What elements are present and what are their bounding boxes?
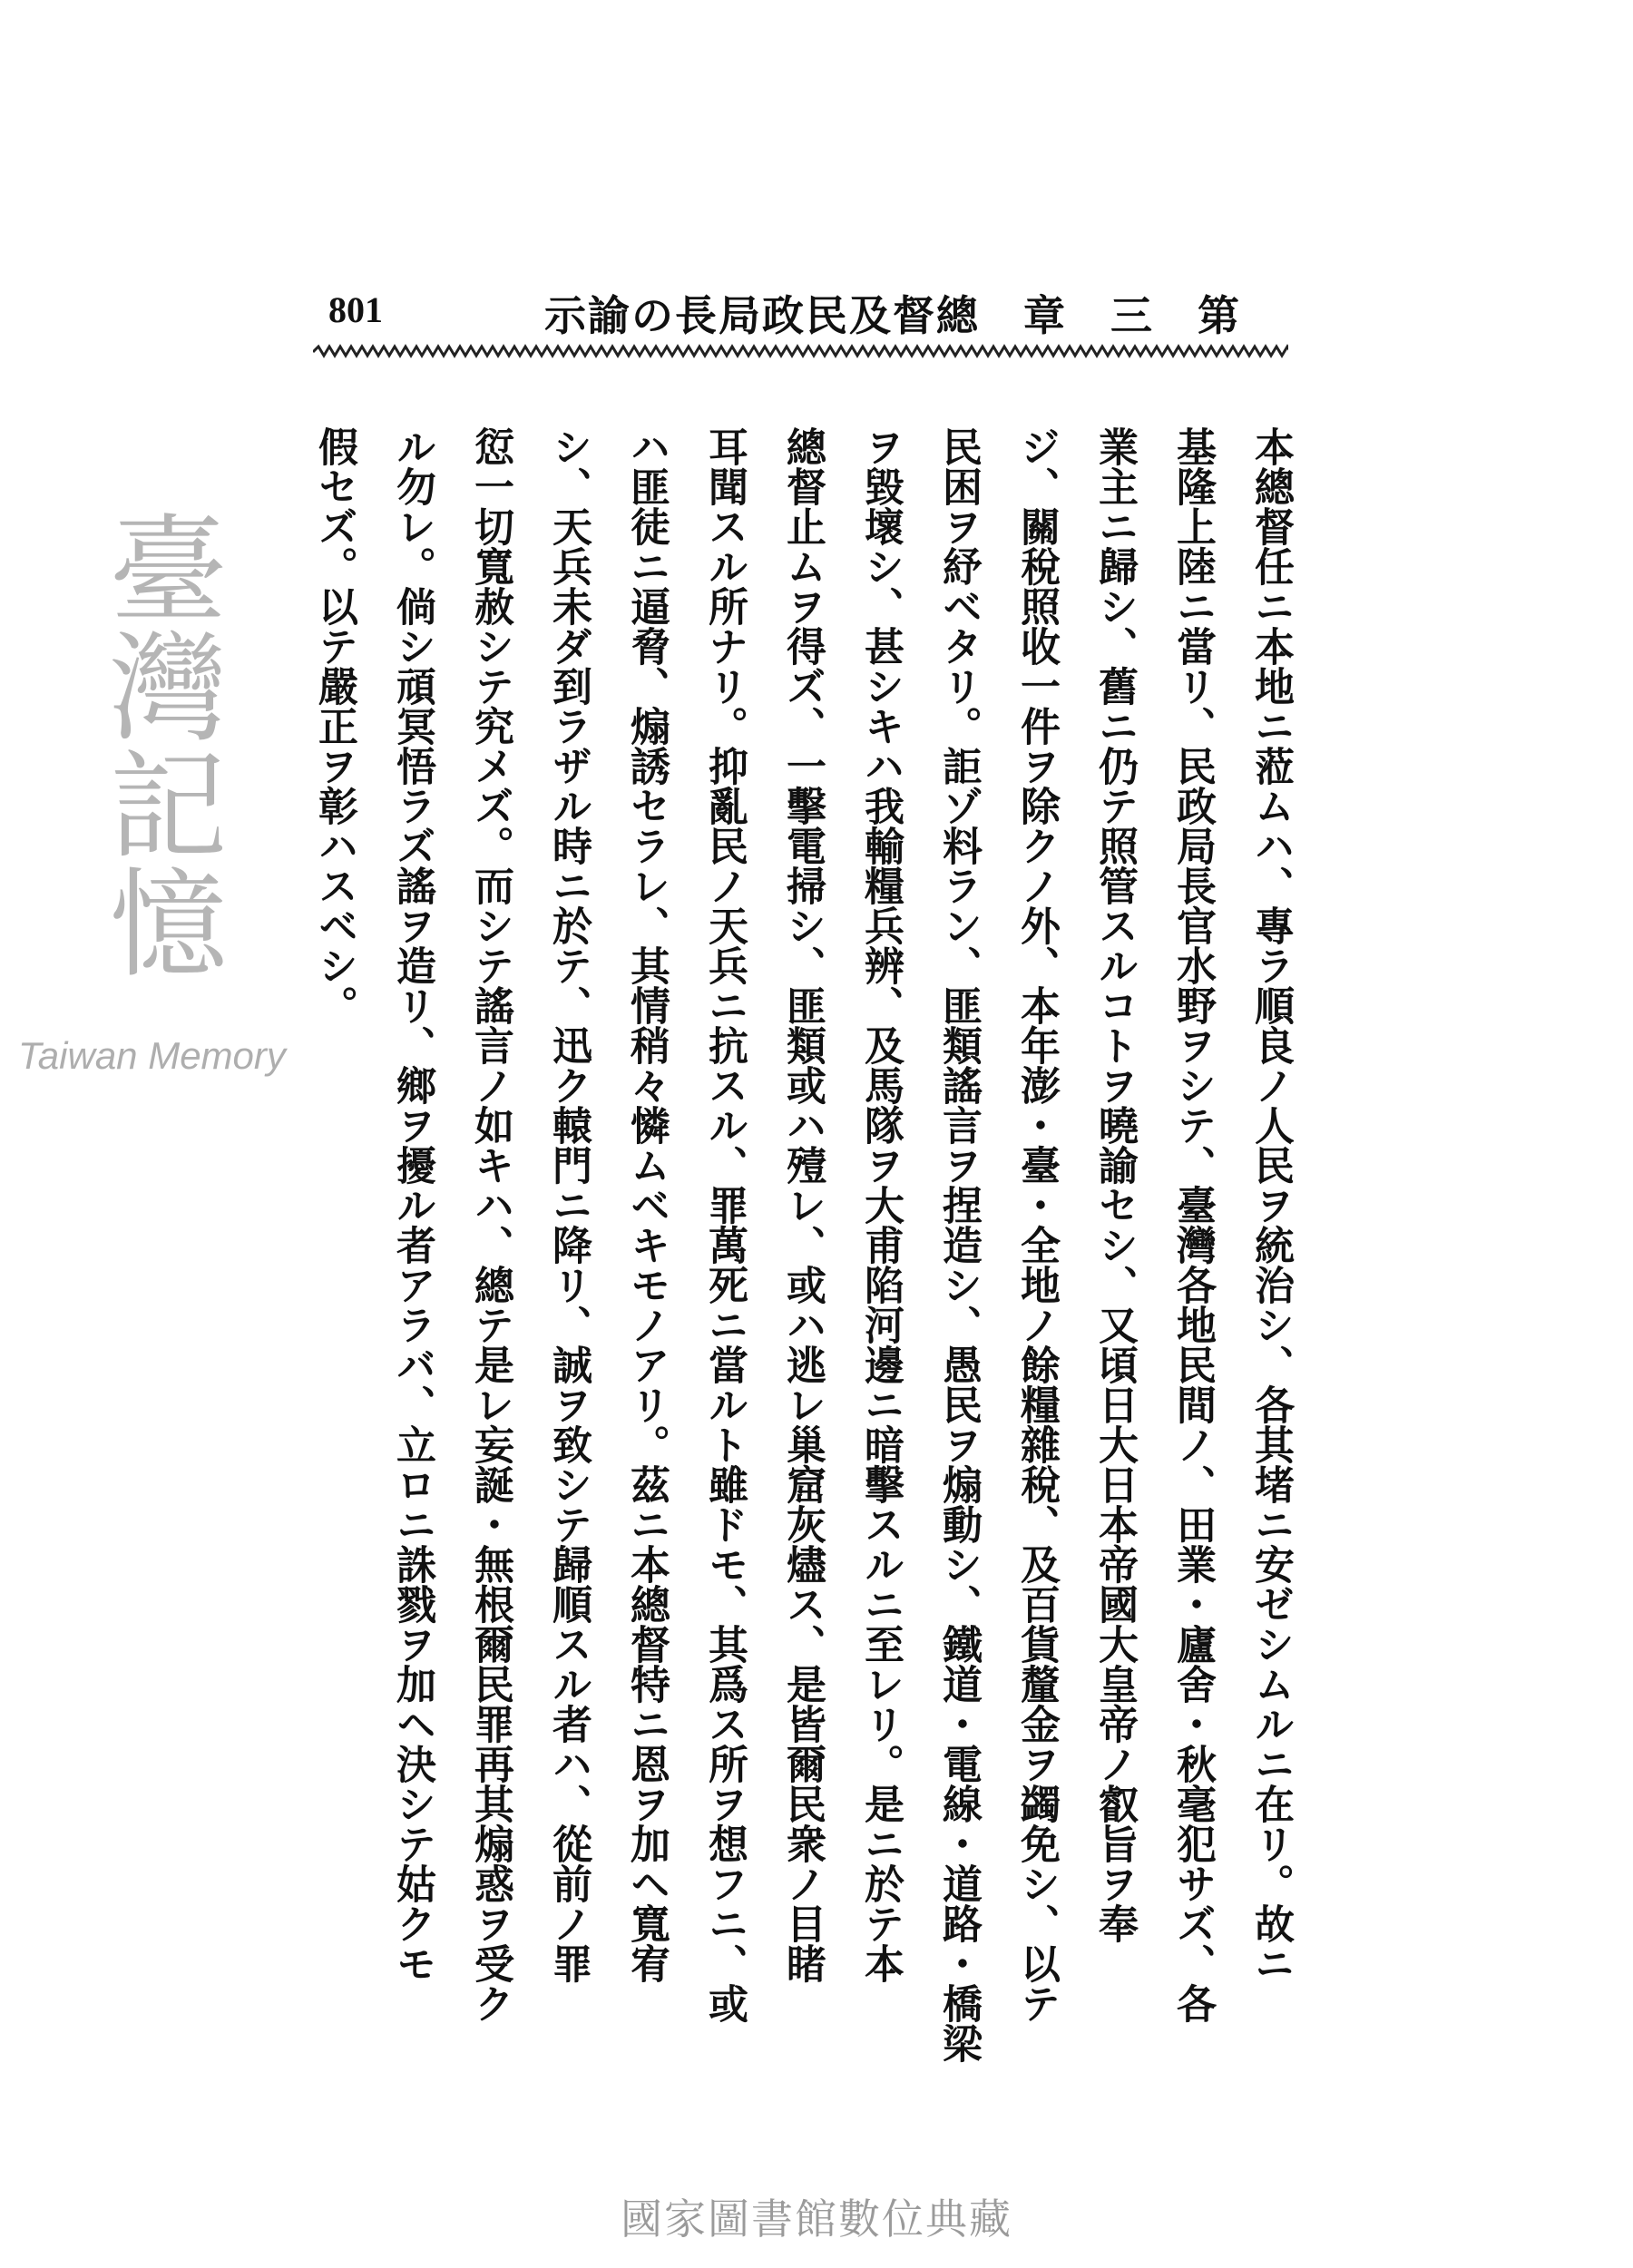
text-column: ル勿レ。倘シ頑冥悟ラズ謠ヲ造リ、鄉ヲ擾ル者アラバ、立ロニ誅戮ヲ加ヘ決シテ姑クモ	[389, 426, 435, 1983]
text-column: 本總督任ニ本地ニ蒞ムハ、專ラ順良ノ人民ヲ統治シ、各其堵ニ安ゼシムルニ在リ。故ニ	[1247, 426, 1294, 1983]
text-column: 業主ニ歸シ、舊ニ仍テ照管スルコトヲ曉諭セシ、又頃日大日本帝國大皇帝ノ叡旨ヲ奉	[1091, 426, 1138, 1943]
text-column: 假セズ。以テ嚴正ヲ彰ハスベシ。	[311, 426, 357, 1025]
text-column: シ、天兵未ダ到ラザル時ニ於テ、迅ク轅門ニ降リ、誠ヲ致シテ歸順スル者ハ、從前ノ罪	[545, 426, 592, 1983]
page-number: 801	[328, 289, 383, 330]
wavy-rule-divider	[313, 343, 1288, 361]
running-title: 示諭の長局政民及督總 章 三 第	[544, 291, 1241, 340]
text-column: 總督止ムヲ得ズ、一擊電掃シ、匪類或ハ殪レ、或ハ逃レ巢窟灰燼ス、是皆爾民衆ノ目睹	[779, 426, 826, 1983]
text-column: 基隆上陸ニ當リ、民政局長官水野ヲシテ、臺灣各地民間ノ、田業・廬舍・秋毫犯サズ、各	[1169, 426, 1216, 2023]
text-column: 民困ヲ紓ベタリ。詎ゾ料ラン、匪類謠言ヲ捏造シ、愚民ヲ煽動シ、鐵道・電線・道路・橋梁	[935, 426, 982, 2063]
text-column: 耳聞スル所ナリ。抑亂民ノ天兵ニ抗スル、罪萬死ニ當ルト雖ドモ、其爲ス所ヲ想フニ、或	[701, 426, 748, 2023]
archive-footer: 國家圖書館數位典藏	[621, 2195, 1012, 2244]
taiwan-memory-watermark-logo: 臺灣記憶	[90, 508, 228, 980]
taiwan-memory-watermark-subtitle: Taiwan Memory	[18, 1034, 286, 1077]
text-column: ハ匪徒ニ逼脅、煽誘セラレ、其情稍々憐ムベキモノアリ。茲ニ本總督特ニ恩ヲ加ヘ寬宥	[623, 426, 670, 1983]
text-column: ヲ毀壞シ、甚シキハ我輸糧兵辨、及馬隊ヲ大甫陷河邊ニ暗擊スルニ至レリ。是ニ於テ本	[857, 426, 904, 1983]
body-text	[0, 426, 1633, 2150]
text-column: ジ、關稅照收一件ヲ除クノ外、本年澎・臺・全地ノ餘糧雜稅、及百貨釐金ヲ蠲免シ、以テ	[1013, 426, 1060, 2023]
wavy-rule-line	[313, 347, 1288, 356]
text-column: 愆一切寬赦シテ究メズ。而シテ謠言ノ如キハ、總テ是レ妄誕・無根爾民罪再其煽惑ヲ受ク	[467, 426, 513, 2023]
